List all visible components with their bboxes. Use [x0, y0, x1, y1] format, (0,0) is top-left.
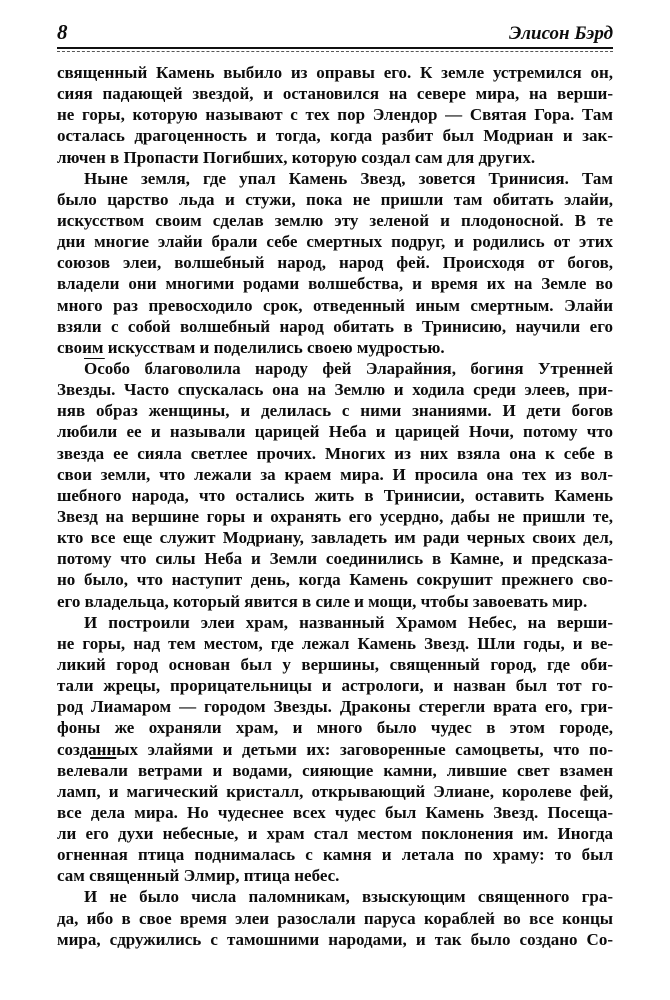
text-segment: ли его духи небесные, и храм стал местом поклонения им. Иногда	[57, 824, 613, 844]
text-line	[57, 823, 613, 844]
text-segment: искусством своим сделав землю эту зеленой и плодоносной. В те	[57, 210, 613, 230]
text-line	[57, 844, 613, 865]
text-segment: ламп, и магический кристалл, открывающий Элиане, королеве фей,	[57, 781, 613, 801]
text-segment: владели они многими родами волшебства, и время их на Земле во	[57, 274, 613, 294]
text-line	[57, 781, 613, 802]
text-line	[57, 358, 613, 379]
page-number: 8	[57, 20, 68, 44]
text-line	[57, 569, 613, 590]
text-segment: шебного народа, что остались жить в Тринисии, оставить Камень	[57, 485, 613, 505]
text-line	[57, 379, 613, 400]
text-line	[57, 62, 613, 83]
text-segment: огненная птица поднималась с камня и летала по храму: то был	[57, 845, 613, 865]
text-segment: любили ее и называли царицей Неба и царицей Ночи, потому что	[57, 422, 613, 442]
text-line	[57, 802, 613, 823]
text-line	[57, 506, 613, 527]
text-segment: но было, что наступит день, когда Камень сокрушит прежнего сво-	[57, 570, 613, 590]
text-line	[57, 168, 613, 189]
text-segment: И построили элеи храм, названный Храмом Небес, на верши-	[84, 612, 613, 632]
text-line	[57, 929, 613, 950]
text-segment: потому что силы Неба и Земли соединились в Камне, и предсказа-	[57, 549, 613, 569]
header-rule-main-line	[57, 47, 613, 49]
text-line	[57, 548, 613, 569]
text-segment: дни многие элайи брали себе смертных подруг, и родились от этих	[57, 232, 613, 252]
text-segment: лючен в Пропасти Погибших, которую создал сам для других.	[57, 147, 536, 167]
text-line	[57, 147, 613, 168]
text-line	[57, 633, 613, 654]
text-segment: род Лиамаром — городом Звезды. Драконы стерегли врата его, гри-	[57, 697, 613, 717]
text-line	[57, 612, 613, 633]
text-line	[57, 865, 613, 886]
text-line	[57, 886, 613, 907]
text-segment: кто все еще служит Модриану, завладеть им ради черных своих дел,	[57, 528, 613, 548]
scan-artifact-underline: данн	[79, 739, 117, 759]
text-segment: велевали ветрами и водами, сияющие камни, лившие свет взамен	[57, 760, 613, 780]
text-line	[57, 104, 613, 125]
header-rule-echo-line	[57, 51, 613, 52]
text-line	[57, 739, 613, 760]
text-line	[57, 337, 613, 358]
paragraph	[57, 168, 613, 358]
text-segment: все дела мира. Но чудеснее всех чудес был Камень Звезд. Посеща-	[57, 802, 613, 822]
text-segment: соз	[57, 739, 80, 759]
text-line	[57, 125, 613, 146]
text-line	[57, 675, 613, 696]
text-line	[57, 443, 613, 464]
text-segment: да, ибо в свое время элеи разослали паруса корабл	[57, 908, 478, 928]
text-segment: своим искусствам и поделились своею мудростью.	[57, 337, 445, 357]
text-segment: не горы, которую называют с тех пор Элендор — Святая Гора. Там	[57, 105, 613, 125]
text-line	[57, 760, 613, 781]
text-segment: Звезд на вершине горы и охранять его усердно, дабы не пришли те,	[57, 506, 613, 526]
text-line	[57, 252, 613, 273]
text-segment: няв образ женщины, и делилась с ними знаниями. И дети богов	[57, 401, 613, 421]
header-rule	[57, 47, 613, 54]
text-segment: осталась драгоценность и тогда, когда разбит был Модриан и зак-	[57, 126, 613, 146]
text-line	[57, 273, 613, 294]
text-line	[57, 908, 613, 929]
paragraph	[57, 886, 613, 949]
running-head	[57, 20, 613, 44]
text-segment: тали жрецы, прорицательницы и астрологи, и назван был тот го-	[57, 676, 613, 696]
text-line	[57, 696, 613, 717]
text-segment: много раз превосходило срок, отведенный иным смертным. Элайи	[57, 295, 613, 315]
text-segment: Ныне земля, где упал Камень Звезд, зовется Тринисия. Там	[84, 168, 613, 188]
text-line	[57, 400, 613, 421]
text-line	[57, 316, 613, 337]
text-line	[57, 717, 613, 738]
paragraph	[57, 62, 613, 168]
text-line	[57, 527, 613, 548]
text-segment: священный Камень выбило из оправы его. К земле устремился он,	[57, 63, 613, 82]
text-segment: звезда ее сияла светлее прочих. Многих из них взяла она к себе в	[57, 443, 613, 463]
text-line	[57, 421, 613, 442]
text-line	[57, 591, 613, 612]
text-line	[57, 654, 613, 675]
text-line	[57, 210, 613, 231]
text-segment: сияя падающей звездой, и остановился на севере мира, на верши-	[57, 84, 613, 104]
text-segment: взяли с собой волшебный народ обитать в Тринисию, научили его	[57, 316, 613, 336]
text-segment: обо благоволила народу фей Эларайния, богиня Утренней	[104, 358, 613, 378]
text-segment: союзов элеи, волшебный народ, народ фей. Происходя от богов,	[57, 253, 613, 273]
text-line	[57, 189, 613, 210]
text-segment: его владельца, который явится в силе и мощи, чтобы завоевать мир.	[57, 591, 588, 611]
text-segment: фоны же охраняли храм, и много было чудес в этом городе,	[57, 718, 613, 738]
text-segment: мира, сдружились с тамошними народами, и так было создано Со-	[57, 929, 613, 949]
text-segment: не горы, над тем местом, где лежал Камень Звезд. Шли годы, и ве-	[57, 633, 613, 653]
text-line	[57, 83, 613, 104]
paragraph	[57, 358, 613, 612]
text-segment: сам священный Элмир, птица небес.	[57, 866, 340, 886]
text-segment: ых элайями и детьми их: заговоренные самоцветы, что по-	[116, 739, 613, 759]
scan-artifact-overline: Ос	[84, 358, 105, 378]
text-segment: ликий город основан был у вершины, священный город, где оби-	[57, 654, 613, 674]
text-line	[57, 464, 613, 485]
text-segment: Звезды. Часто спускалась она на Землю и ходила среди элеев, при-	[57, 380, 613, 400]
page-body	[57, 62, 613, 950]
scan-artifact-scribble: ей	[477, 908, 495, 928]
text-line	[57, 485, 613, 506]
text-segment: было царство льда и стужи, пока не пришли там обитать элайи,	[57, 189, 613, 209]
running-head-author: Элисон Бэрд	[509, 23, 613, 44]
text-segment: свои земли, что лежали за краем мира. И просила она тех из вол-	[57, 464, 613, 484]
text-line	[57, 295, 613, 316]
text-segment: И не было числа паломникам, взыскующим священного гра-	[84, 887, 613, 907]
text-segment: во все концы	[494, 908, 613, 928]
text-line	[57, 231, 613, 252]
paragraph	[57, 612, 613, 887]
